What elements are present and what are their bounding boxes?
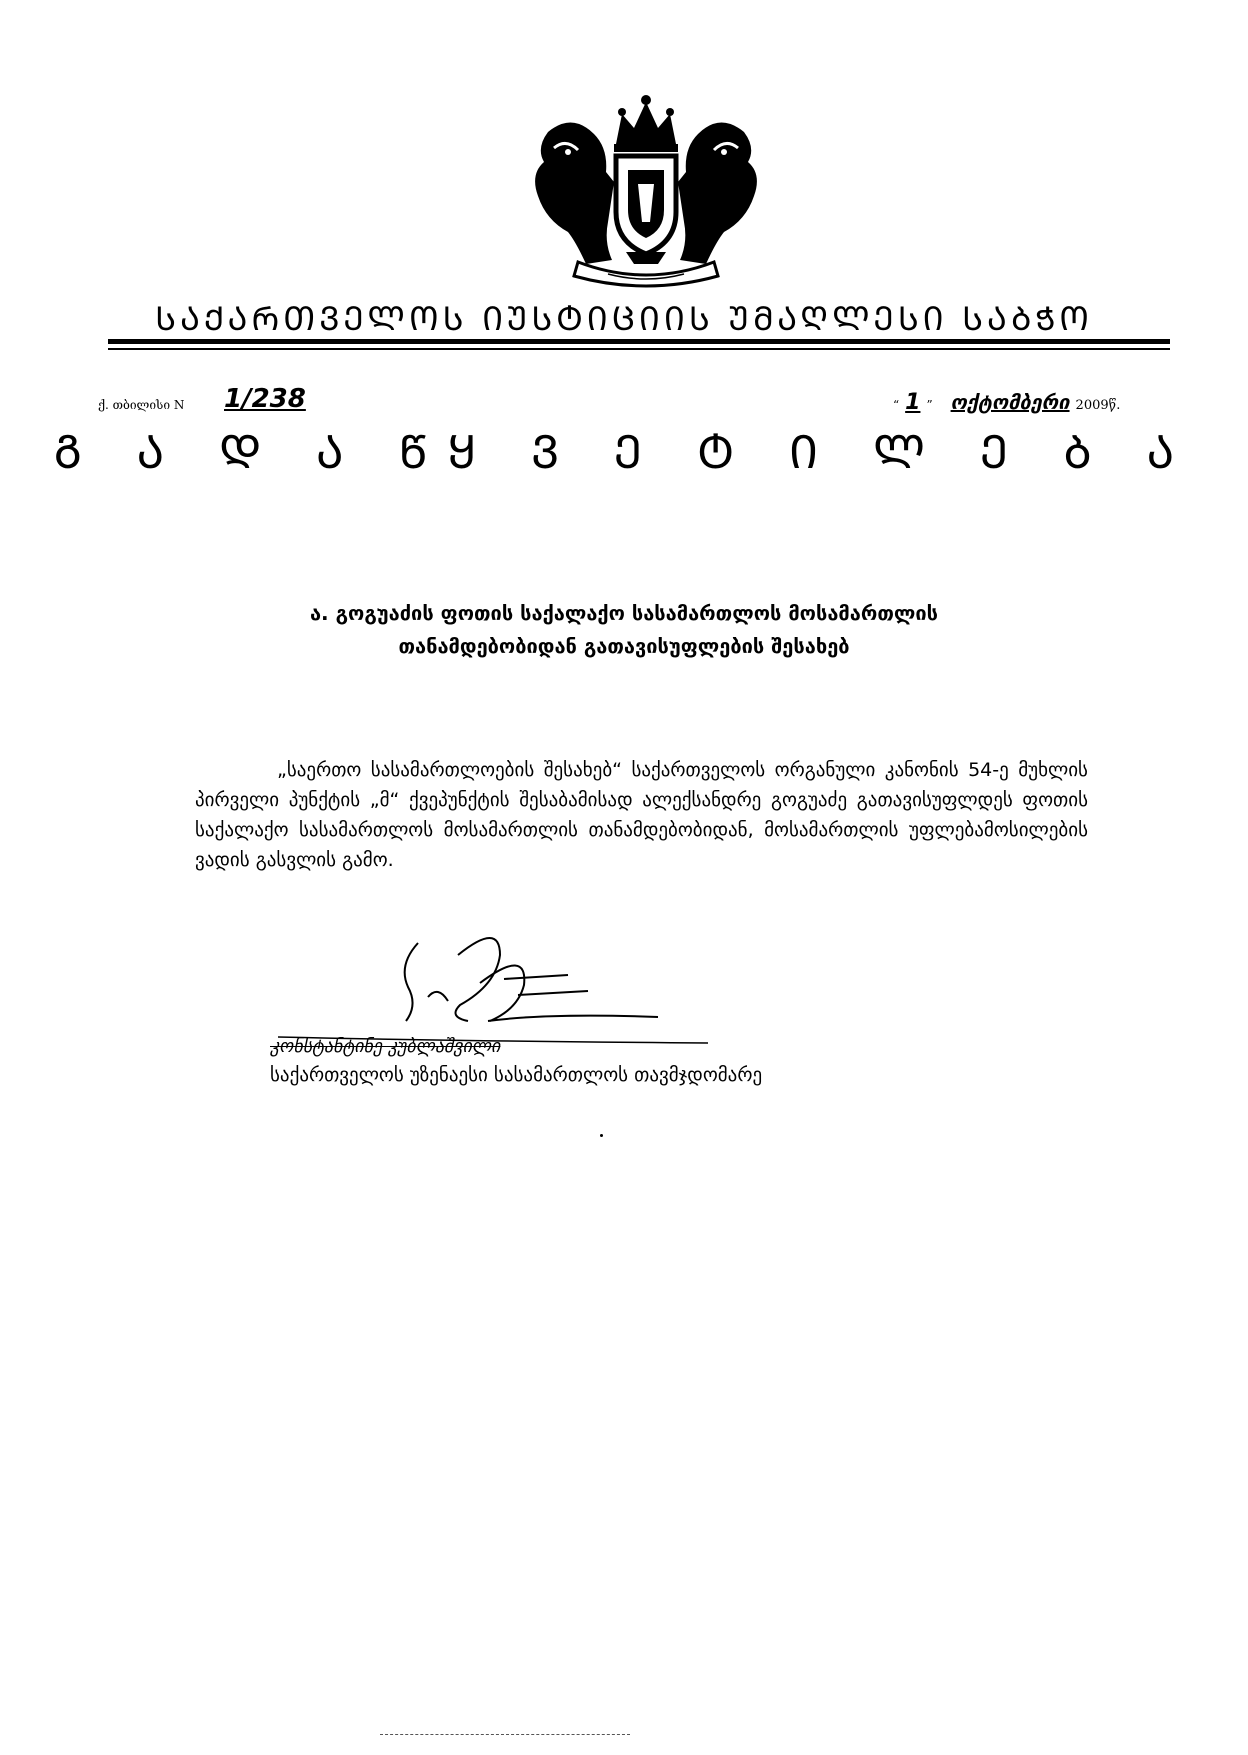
date-year: 2009წ. [1075,398,1121,413]
document-number: 1/238 [224,384,306,414]
date-day: 1 [905,390,921,415]
header-rule-thin [108,348,1170,350]
coat-of-arms-icon [518,92,774,292]
signer-name: კონსტანტინე კუბლაშვილი [270,1036,501,1057]
header-rule-thick [108,339,1170,344]
signer-title: საქართველოს უზენაესი სასამართლოს თავმჯდომარე [270,1064,763,1086]
footer-rule [380,1734,630,1735]
date-month: ოქტომბერი [950,390,1070,414]
date-line: “ 1 ” ოქტომბერი 2009წ. [893,390,1121,415]
body-paragraph: „საერთო სასამართლოების შესახებ“ საქართველოს ორგანული კანონის 54-ე მუხლის პირველი პუნქტის „მ“ ქვეპუნქტის შესაბამისად ალექსანდრე გოგუაძე გათავისუფლდეს ფოთის საქალაქო სასამართლოს მოსამართლის თანამდებობიდან, მოსამართლის უფლებამოსილების ვადის გასვლის გამო. [195,759,1088,871]
number-label: ქ. თბილისი N [98,398,185,412]
document-type-title: Გ Ა Დ Ა ᲬᲧ Ვ Ე Ტ Ი Ლ Ე Ბ Ა [53,425,1195,479]
subject-line-2: თანამდებობიდან გათავისუფლების შესახებ [398,634,850,658]
subject-line-1: ა. გოგუაძის ფოთის საქალაქო სასამართლოს მოსამართლის [309,601,939,625]
institution-title: ᲡᲐᲥᲐᲠᲗᲕᲔᲚᲝᲡ ᲘᲣᲡᲢᲘᲪᲘᲘᲡ ᲣᲛᲐᲦᲚᲔᲡᲘ ᲡᲐᲑᲭᲝ [155,299,1093,338]
subject [200,597,1048,663]
stray-dot [600,1134,603,1137]
